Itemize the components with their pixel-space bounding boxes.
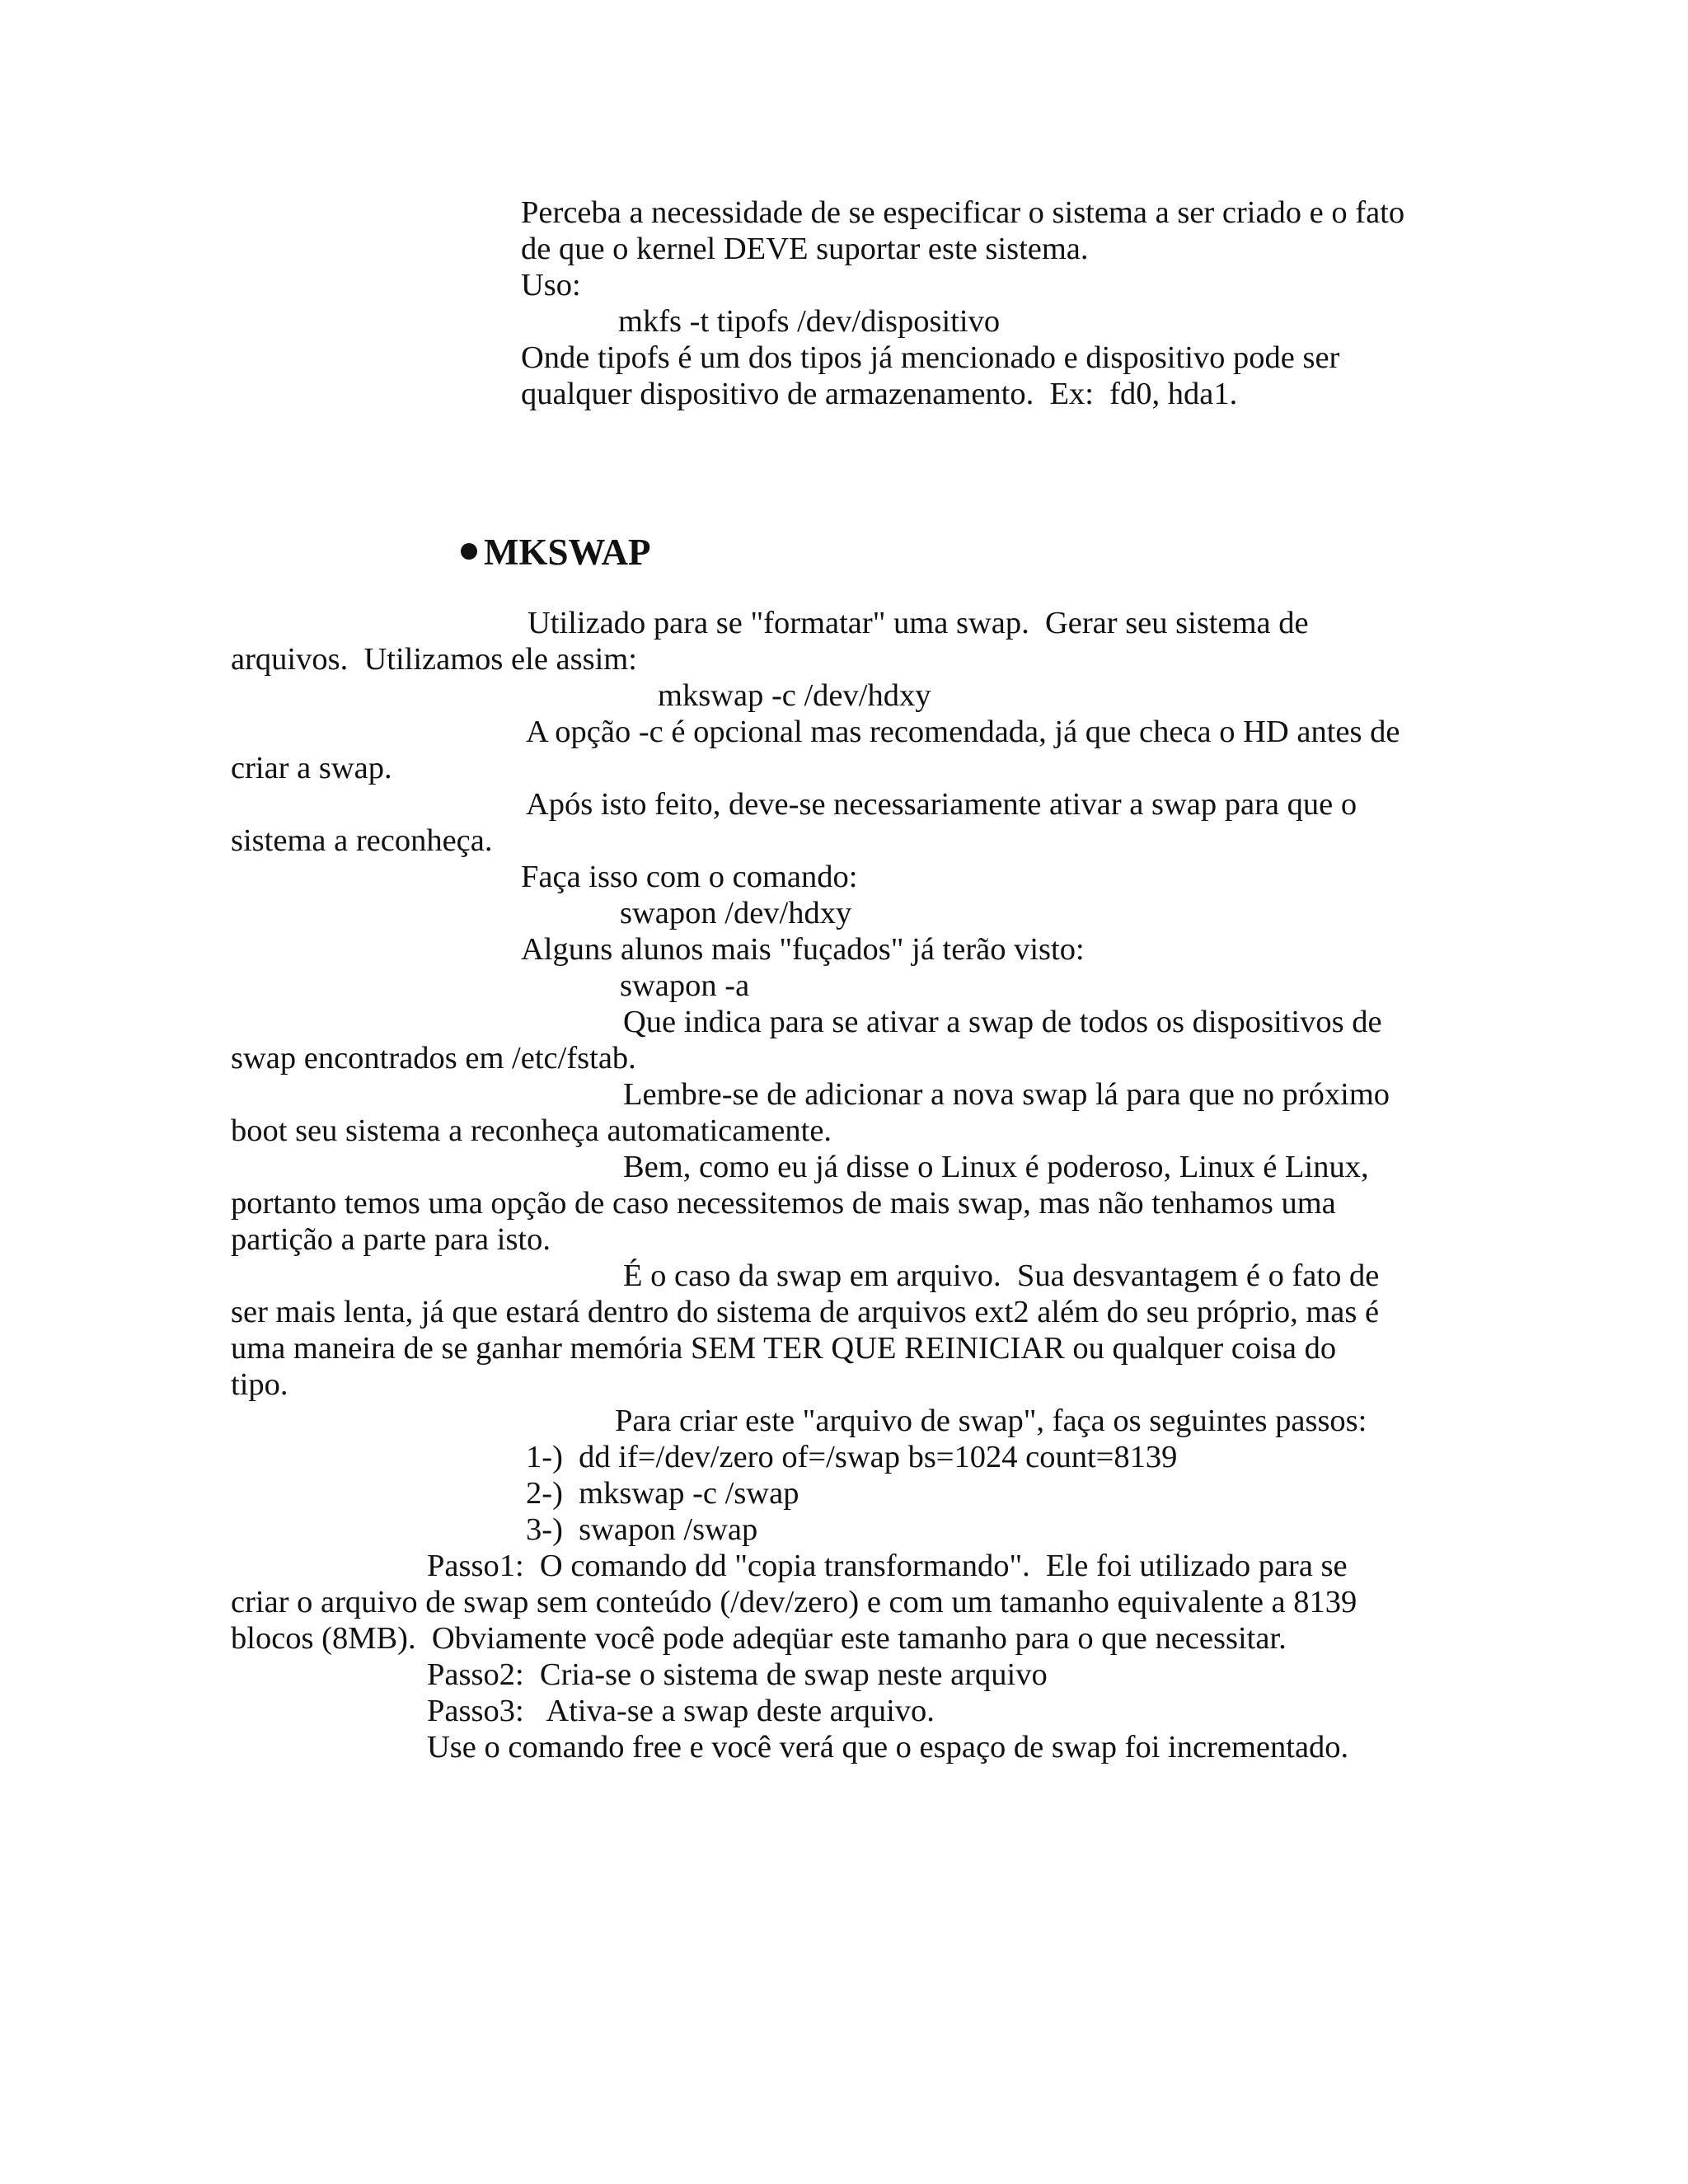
- body-line: arquivos. Utilizamos ele assim:: [231, 642, 637, 677]
- body-line: Lembre-se de adicionar a nova swap lá para que no próximo: [623, 1077, 1390, 1112]
- body-line: Passo2: Cria-se o sistema de swap neste arquivo: [427, 1657, 1048, 1692]
- body-line: portanto temos uma opção de caso necessitemos de mais swap, mas não tenhamos uma: [231, 1186, 1336, 1221]
- body-line: Utilizado para se "formatar" uma swap. Gerar seu sistema de: [528, 606, 1309, 640]
- command-line: mkswap -c /dev/hdxy: [658, 678, 931, 713]
- body-line: blocos (8MB). Obviamente você pode adeqüar este tamanho para o que necessitar.: [231, 1621, 1287, 1656]
- command-line: swapon /dev/hdxy: [620, 896, 852, 930]
- section-heading-text: MKSWAP: [484, 532, 651, 573]
- body-line: Após isto feito, deve-se necessariamente ativar a swap para que o: [526, 787, 1357, 822]
- step-item: 3-) swapon /swap: [526, 1512, 758, 1547]
- intro-line: de que o kernel DEVE suportar este sistema.: [521, 232, 1089, 266]
- body-line: É o caso da swap em arquivo. Sua desvantagem é o fato de: [623, 1258, 1380, 1293]
- body-line: A opção -c é opcional mas recomendada, já que checa o HD antes de: [526, 715, 1400, 749]
- body-line: boot seu sistema a reconheça automaticamente.: [231, 1113, 832, 1148]
- body-line: sistema a reconheça.: [231, 823, 493, 858]
- body-line: Para criar este "arquivo de swap", faça os seguintes passos:: [615, 1404, 1367, 1438]
- uso-label: Uso:: [521, 268, 581, 302]
- body-line: tipo.: [231, 1367, 288, 1402]
- body-line: Passo3: Ativa-se a swap deste arquivo.: [427, 1694, 935, 1728]
- intro-line: Perceba a necessidade de se especificar o sistema a ser criado e o fato: [521, 195, 1405, 230]
- body-line: Faça isso com o comando:: [521, 860, 858, 894]
- body-line: criar a swap.: [231, 751, 392, 785]
- body-line: swap encontrados em /etc/fstab.: [231, 1041, 636, 1076]
- section-heading: [424, 488, 651, 616]
- body-line: Alguns alunos mais "fuçados" já terão visto:: [521, 932, 1085, 967]
- bullet-icon: [461, 543, 477, 560]
- command-line: mkfs -t tipofs /dev/dispositivo: [618, 304, 1001, 339]
- body-line: ser mais lenta, já que estará dentro do sistema de arquivos ext2 além do seu próprio, mas é: [231, 1295, 1380, 1329]
- step-item: 1-) dd if=/dev/zero of=/swap bs=1024 count=8139: [526, 1440, 1178, 1474]
- intro-line: Onde tipofs é um dos tipos já mencionado e dispositivo pode ser: [521, 340, 1340, 375]
- body-line: Passo1: O comando dd "copia transformando". Ele foi utilizado para se: [427, 1549, 1348, 1583]
- body-line: Bem, como eu já disse o Linux é poderoso, Linux é Linux,: [623, 1150, 1369, 1184]
- body-line: Use o comando free e você verá que o espaço de swap foi incrementado.: [427, 1730, 1349, 1765]
- body-line: Que indica para se ativar a swap de todos os dispositivos de: [623, 1005, 1382, 1039]
- body-line: partição a parte para isto.: [231, 1222, 551, 1257]
- body-line: criar o arquivo de swap sem conteúdo (/dev/zero) e com um tamanho equivalente a 8139: [231, 1585, 1357, 1619]
- step-item: 2-) mkswap -c /swap: [526, 1476, 799, 1511]
- intro-line: qualquer dispositivo de armazenamento. Ex: fd0, hda1.: [521, 377, 1238, 411]
- command-line: swapon -a: [620, 968, 750, 1003]
- body-line: uma maneira de se ganhar memória SEM TER QUE REINICIAR ou qualquer coisa do: [231, 1331, 1337, 1366]
